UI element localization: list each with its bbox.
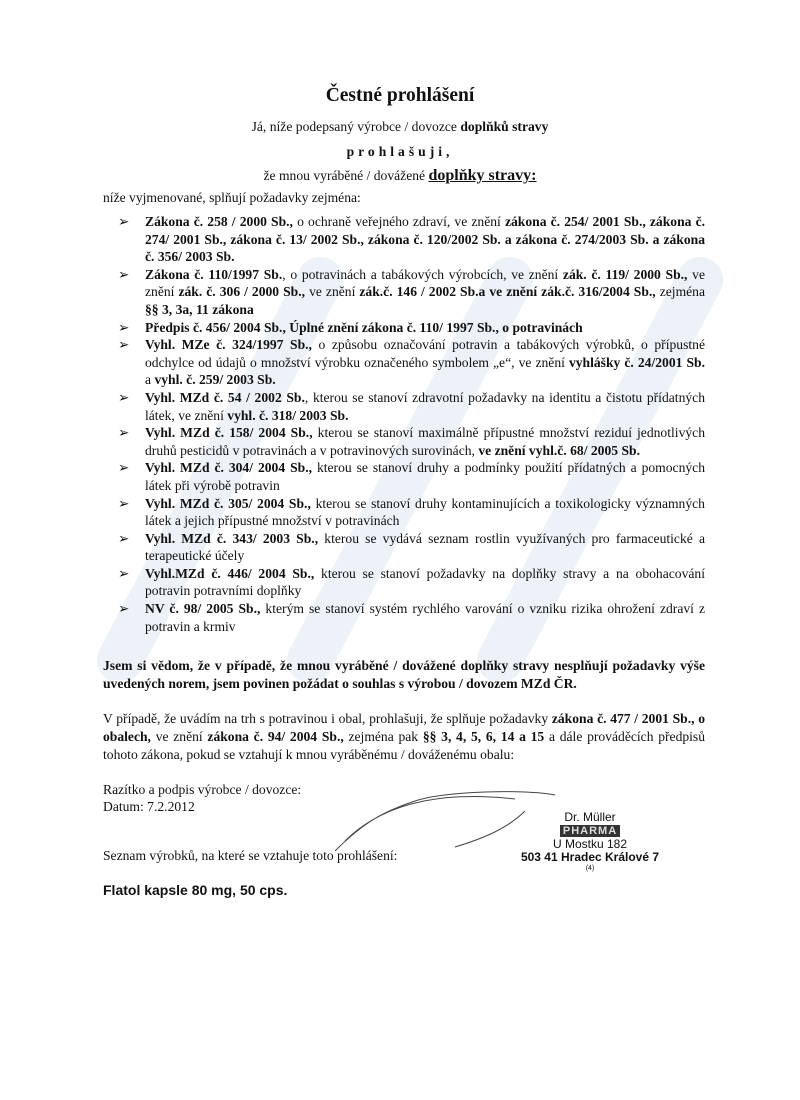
bold-text: Zákona č. 110/1997 Sb. [145, 266, 283, 282]
text: kterou se stanoví maximálně přípustné množství reziduí jednotlivých druhů pesticidů v potravinách a v potravinových surovinách, [145, 425, 705, 458]
regulation-item [118, 530, 705, 565]
stamp-brand: PHARMA [560, 825, 620, 837]
text: o ochraně veřejného zdraví, ve znění [292, 214, 505, 229]
product-name: Flatol kapsle 80 mg, 50 cps. [103, 882, 288, 899]
stamp-label: Razítko a podpis výrobce / dovozce: [103, 782, 302, 798]
stamp-number: (4) [585, 865, 595, 873]
packaging-paragraph [103, 710, 705, 763]
regulation-item [118, 495, 705, 530]
bold-text: Vyhl. MZd č. 54 / 2002 Sb. [145, 389, 305, 405]
stamp-area [475, 781, 705, 873]
bold-text: Vyhl. MZe č. 324/1997 Sb., [145, 337, 312, 353]
bold-text: Předpis č. 456/ 2004 Sb., Úplné znění zákona č. 110/ 1997 Sb., o potravinách [145, 319, 583, 335]
arrow-bullet-icon: ➢ [118, 530, 130, 546]
text: kterou se stanoví druhy a podmínky použití přídatných a pomocných látek při výrobě potravin [145, 460, 705, 493]
arrow-bullet-icon: ➢ [118, 337, 130, 353]
bold-text: zákona č. 477 / 2001 Sb., o obalech, [103, 711, 705, 745]
text: ve znění [150, 729, 208, 745]
text: kterým se stanoví systém rychlého varování o vzniku rizika ohrožení zdraví z potravin a krmiv [145, 601, 705, 634]
arrow-bullet-icon: ➢ [118, 495, 130, 511]
bold-text: Vyhl. MZd č. 304/ 2004 Sb., [145, 460, 312, 476]
declarant-bold: doplňků stravy [460, 119, 549, 134]
regulation-item [118, 459, 705, 494]
bold-text: §§ 3, 4, 5, 6, 14 a 15 [422, 729, 545, 745]
products-bold: doplňky stravy: [428, 167, 537, 184]
regulation-item [118, 424, 705, 459]
regulation-item [118, 336, 705, 389]
regulation-item [118, 266, 705, 319]
products-text: že mnou vyráběné / dovážené [263, 168, 429, 183]
bold-text: vyhlášky č. 24/2001 Sb. [568, 354, 705, 370]
bold-text: zák. č. 306 / 2000 Sb., [178, 284, 306, 300]
text: V případě, že uvádím na trh s potravinou i obal, prohlašuji, že splňuje požadavky [103, 711, 552, 727]
regulation-item [118, 389, 705, 424]
arrow-bullet-icon: ➢ [118, 389, 130, 405]
text: kterou se stanoví druhy kontaminujících a toxikologicky významných látek a jejich přípustné množství v potravinách [145, 495, 705, 529]
text: ve znění [145, 266, 705, 300]
text: zejména pak [343, 729, 423, 745]
bold-text: zák. č. 119/ 2000 Sb., [562, 266, 688, 282]
text: o způsobu označování potravin a tabákových výrobků, o přípustné odchylce od údajů o množství výrobku označeného symbolem „e“, ve znění [145, 337, 705, 370]
stamp-name: Dr. Müller [564, 810, 616, 825]
products-line [0, 165, 800, 187]
arrow-bullet-icon: ➢ [118, 425, 130, 441]
bold-text: NV č. 98/ 2005 Sb., [145, 601, 261, 617]
text: ve znění [305, 284, 360, 300]
product-list-label: Seznam výrobků, na které se vztahuje toto prohlášení: [103, 848, 398, 864]
arrow-bullet-icon: ➢ [118, 565, 130, 581]
regulation-item [118, 600, 705, 635]
text: kterou se stanoví požadavky na doplňky stravy a na obohacování potravin potravními doplňky [145, 565, 705, 599]
bold-text: Zákona č. 258 / 2000 Sb., [145, 214, 293, 229]
bold-text: vyhl. č. 318/ 2003 Sb. [227, 407, 349, 423]
text: kterou se vydává seznam rostlin využívaných pro farmaceutické a terapeutické účely [145, 530, 706, 564]
arrow-bullet-icon: ➢ [118, 460, 130, 476]
arrow-bullet-icon: ➢ [118, 214, 130, 229]
bold-text: Vyhl. MZd č. 343/ 2003 Sb., [145, 530, 319, 546]
stamp-city: 503 41 Hradec Králové 7 [520, 850, 660, 865]
regulation-item [118, 319, 705, 337]
arrow-bullet-icon: ➢ [118, 601, 130, 617]
bold-text: ve znění vyhl.č. 68/ 2005 Sb. [478, 442, 640, 458]
signature-section [103, 781, 705, 898]
document-title: Čestné prohlášení [325, 85, 475, 106]
arrow-bullet-icon: ➢ [118, 266, 130, 282]
date: Datum: 7.2.2012 [103, 799, 195, 815]
declare-heading: prohlašuji, [346, 144, 454, 159]
bold-text: §§ 3, 3a, 11 zákona [145, 301, 254, 317]
text: a dále prováděcích předpisů tohoto zákona, pokud se vztahují k mnou vyráběnému / dováženému obalu: [103, 729, 706, 762]
bold-text: zákona č. 94/ 2004 Sb., [207, 729, 344, 745]
stamp-street: U Mostku 182 [552, 837, 628, 852]
bold-text: Vyhl.MZd č. 446/ 2004 Sb., [145, 565, 315, 581]
bold-text: zák.č. 146 / 2002 Sb.a ve znění zák.č. 316/2004 Sb., [359, 284, 656, 300]
bold-text: vyhl. č. 259/ 2003 Sb. [154, 372, 276, 388]
text: a [145, 372, 155, 388]
regulation-list [118, 213, 705, 635]
company-stamp [475, 811, 705, 873]
text: zejména [655, 284, 706, 300]
regulation-item [118, 565, 705, 600]
regulation-item [118, 213, 705, 266]
declarant-text: Já, níže podepsaný výrobce / dovozce [251, 119, 461, 134]
text: , kterou se stanoví zdravotní požadavky na identitu a čistotu přídatných látek, ve znění [145, 389, 705, 423]
awareness-paragraph: Jsem si vědom, že v případě, že mnou vyráběné / dovážené doplňky stravy nesplňují požadavky výše uvedených norem, jsem povinen požádat o souhlas s výrobou / dovozem MZd ČR. [103, 658, 705, 691]
text: , o potravinách a tabákových výrobcích, ve znění [282, 266, 563, 282]
bold-text: Vyhl. MZd č. 305/ 2004 Sb., [145, 495, 311, 511]
document-body [103, 84, 705, 898]
bold-text: zákona č. 254/ 2001 Sb., zákona č. 274/ 2001 Sb., zákona č. 13/ 2002 Sb., zákona č. 120/2002 Sb. a zákona č. 274/2003 Sb. a zákona č. 356/ 2003 Sb. [145, 214, 706, 265]
intro-text: níže vyjmenované, splňují požadavky zejména: [103, 190, 361, 205]
bold-text: Vyhl. MZd č. 158/ 2004 Sb., [145, 425, 313, 441]
declarant-line [0, 118, 800, 136]
arrow-bullet-icon: ➢ [118, 319, 130, 335]
